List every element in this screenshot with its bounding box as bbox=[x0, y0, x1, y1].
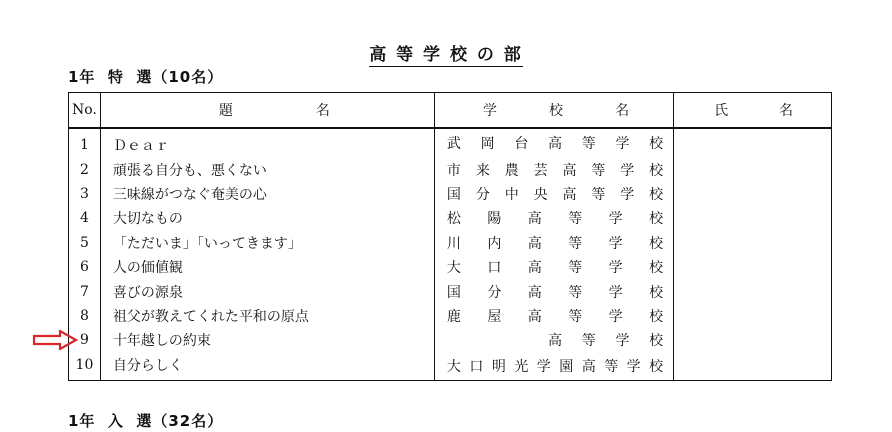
school-name-char: 央 bbox=[533, 186, 548, 203]
red-arrow-icon bbox=[32, 330, 78, 350]
student-name bbox=[674, 157, 832, 181]
school-name-char: 高 bbox=[548, 136, 563, 153]
school-name-char: 大 bbox=[446, 359, 461, 376]
essay-title: 三味線がつなぐ奄美の心 bbox=[100, 182, 434, 206]
school-name-char: 屋 bbox=[487, 308, 502, 325]
table-row bbox=[69, 206, 832, 230]
table-row bbox=[69, 279, 832, 303]
school-name-char: 高 bbox=[548, 333, 563, 350]
school-name-char: 国 bbox=[446, 186, 461, 203]
school-name-char bbox=[481, 330, 495, 350]
section-heading-selected: 1年 入 選（32名） bbox=[68, 412, 224, 430]
school-name-char: 校 bbox=[649, 211, 664, 228]
school-name-char: 学 bbox=[608, 235, 623, 252]
school-name-char: 等 bbox=[604, 359, 619, 376]
student-name bbox=[674, 206, 832, 230]
header-school: 学 校 名 bbox=[434, 93, 673, 129]
school-name-char: 校 bbox=[649, 162, 664, 179]
table-row bbox=[69, 231, 832, 255]
essay-title: 大切なもの bbox=[100, 206, 434, 230]
student-name bbox=[674, 328, 832, 352]
essay-title: Ｄｅａｒ bbox=[100, 128, 434, 157]
school-name-char: 武 bbox=[446, 136, 461, 153]
school-name-char: 校 bbox=[649, 284, 664, 301]
school-name bbox=[434, 128, 673, 157]
essay-title: 人の価値観 bbox=[100, 255, 434, 279]
student-name bbox=[674, 304, 832, 328]
school-name-char: 学 bbox=[620, 162, 635, 179]
table-row bbox=[69, 328, 832, 352]
school-name-char: 分 bbox=[475, 186, 490, 203]
student-name bbox=[674, 231, 832, 255]
school-name-char: 市 bbox=[446, 162, 461, 179]
row-number: 7 bbox=[69, 279, 101, 303]
school-name-char: 等 bbox=[568, 284, 583, 301]
school-name-char: 高 bbox=[527, 235, 542, 252]
essay-title: 「ただいま」「いってきます」 bbox=[100, 231, 434, 255]
school-name-char: 分 bbox=[487, 284, 502, 301]
table-row bbox=[69, 182, 832, 206]
school-name-char: 内 bbox=[487, 235, 502, 252]
school-name-char bbox=[514, 330, 528, 350]
school-name-char: 校 bbox=[649, 359, 664, 376]
school-name-char: 校 bbox=[649, 186, 664, 203]
school-name-char: 川 bbox=[446, 235, 461, 252]
school-name-char: 等 bbox=[591, 162, 606, 179]
table-row bbox=[69, 304, 832, 328]
table-row bbox=[69, 128, 832, 157]
student-name bbox=[674, 128, 832, 157]
school-name-char: 高 bbox=[527, 308, 542, 325]
table-row bbox=[69, 157, 832, 181]
header-name: 氏 名 bbox=[674, 93, 832, 129]
school-name-char: 中 bbox=[504, 186, 519, 203]
school-name-char: 高 bbox=[527, 211, 542, 228]
school-name-char: 学 bbox=[536, 359, 551, 376]
school-name-char: 来 bbox=[475, 162, 490, 179]
school-name-char: 農 bbox=[504, 162, 519, 179]
school-name-char: 鹿 bbox=[446, 308, 461, 325]
row-number: 5 bbox=[69, 231, 101, 255]
essay-title: 十年越しの約束 bbox=[100, 328, 434, 352]
row-number: 4 bbox=[69, 206, 101, 230]
school-name-char: 岡 bbox=[480, 136, 495, 153]
school-name-char: 等 bbox=[581, 136, 596, 153]
school-name-char: 芸 bbox=[533, 162, 548, 179]
school-name-char: 学 bbox=[615, 136, 630, 153]
school-name bbox=[434, 231, 673, 255]
school-name-char: 高 bbox=[581, 359, 596, 376]
table-row bbox=[69, 353, 832, 381]
school-name-char: 校 bbox=[649, 235, 664, 252]
school-name-char: 高 bbox=[562, 186, 577, 203]
school-name-char: 学 bbox=[608, 308, 623, 325]
school-name bbox=[434, 255, 673, 279]
essay-title: 自分らしく bbox=[100, 353, 434, 381]
school-name-char: 校 bbox=[649, 136, 664, 153]
school-name-char: 等 bbox=[581, 333, 596, 350]
essay-title: 祖父が教えてくれた平和の原点 bbox=[100, 304, 434, 328]
school-name-char: 国 bbox=[446, 284, 461, 301]
school-name-char: 光 bbox=[514, 359, 529, 376]
student-name bbox=[674, 182, 832, 206]
row-number: 10 bbox=[69, 353, 101, 381]
school-name-char: 等 bbox=[568, 211, 583, 228]
row-number: 9 bbox=[69, 328, 101, 352]
school-name-char bbox=[447, 330, 461, 350]
school-name-char: 学 bbox=[608, 284, 623, 301]
school-name-char: 等 bbox=[568, 308, 583, 325]
row-number: 2 bbox=[69, 157, 101, 181]
school-name-char: 明 bbox=[491, 359, 506, 376]
school-name-char: 松 bbox=[446, 211, 461, 228]
school-name-char: 学 bbox=[608, 211, 623, 228]
row-number: 6 bbox=[69, 255, 101, 279]
section-heading-special-award: 1年 特 選（10名） bbox=[68, 68, 224, 86]
school-name-char: 学 bbox=[608, 260, 623, 277]
school-name-char: 学 bbox=[626, 359, 641, 376]
school-name-char: 等 bbox=[591, 186, 606, 203]
school-name-char: 学 bbox=[620, 186, 635, 203]
page-title: 高 等 学 校 の 部 bbox=[369, 45, 523, 65]
school-name-char: 台 bbox=[514, 136, 529, 153]
student-name bbox=[674, 353, 832, 381]
student-name bbox=[674, 255, 832, 279]
school-name bbox=[434, 353, 673, 381]
school-name bbox=[434, 279, 673, 303]
school-name-char: 口 bbox=[469, 359, 484, 376]
table-header-row bbox=[69, 93, 832, 129]
school-name-char: 校 bbox=[649, 260, 664, 277]
school-name-char: 学 bbox=[615, 333, 630, 350]
header-title: 題 名 bbox=[100, 93, 434, 129]
header-no: No. bbox=[69, 93, 101, 129]
row-number: 1 bbox=[69, 128, 101, 157]
school-name-char: 等 bbox=[568, 260, 583, 277]
school-name-char: 高 bbox=[562, 162, 577, 179]
row-number: 3 bbox=[69, 182, 101, 206]
student-name bbox=[674, 279, 832, 303]
school-name bbox=[434, 157, 673, 181]
school-name-char: 校 bbox=[649, 333, 664, 350]
table-row bbox=[69, 255, 832, 279]
school-name bbox=[434, 206, 673, 230]
school-name-char: 高 bbox=[527, 260, 542, 277]
essay-title: 喜びの源泉 bbox=[100, 279, 434, 303]
school-name-char: 校 bbox=[649, 308, 664, 325]
school-name bbox=[434, 182, 673, 206]
school-name-char: 等 bbox=[568, 235, 583, 252]
essay-title: 頑張る自分も、悪くない bbox=[100, 157, 434, 181]
school-name-char: 口 bbox=[487, 260, 502, 277]
school-name bbox=[434, 328, 673, 352]
school-name bbox=[434, 304, 673, 328]
school-name-char: 園 bbox=[559, 359, 574, 376]
row-number: 8 bbox=[69, 304, 101, 328]
school-name-char: 大 bbox=[446, 260, 461, 277]
school-name-char: 高 bbox=[527, 284, 542, 301]
school-name-char: 陽 bbox=[487, 211, 502, 228]
results-table bbox=[68, 92, 832, 381]
